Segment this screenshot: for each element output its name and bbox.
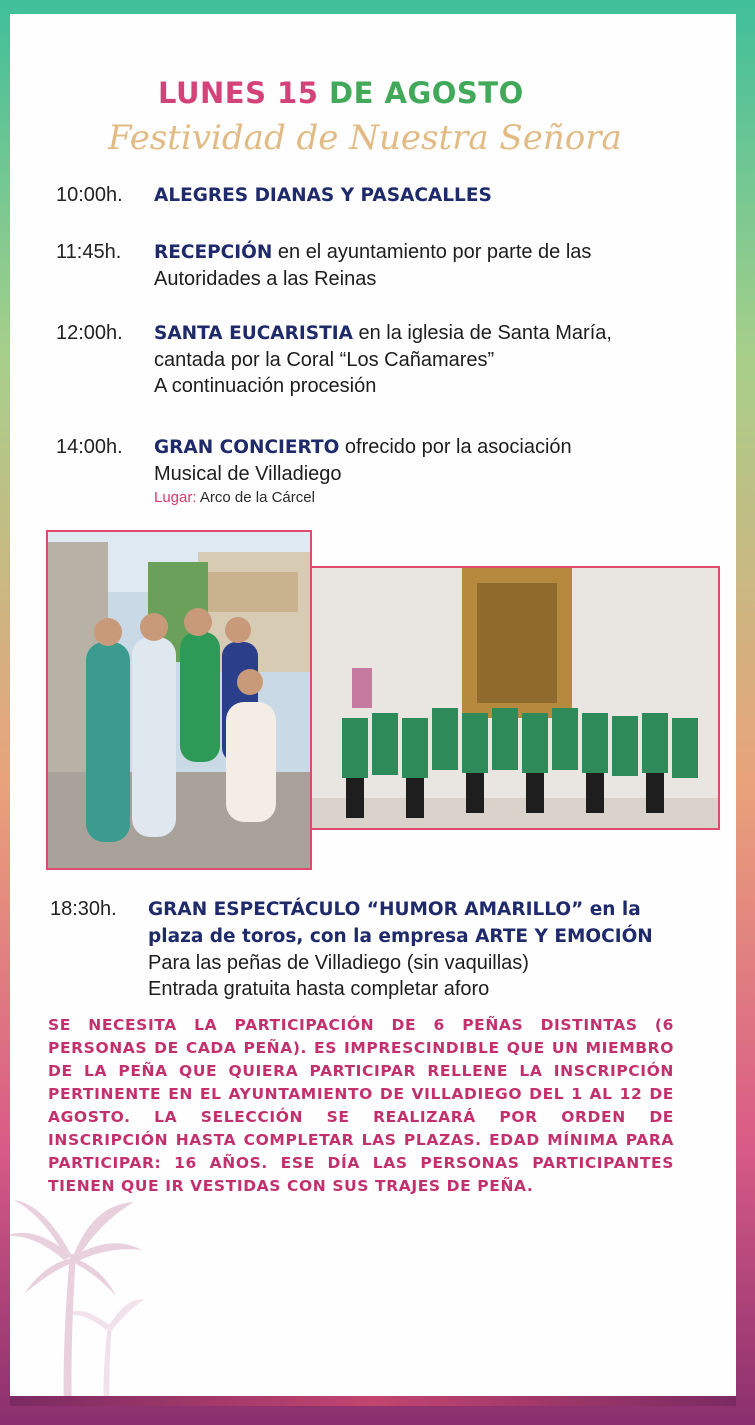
event-body xyxy=(154,239,714,292)
palm-tree-illustration xyxy=(10,1164,144,1406)
page-subtitle: Festividad de Nuestra Señora xyxy=(108,118,622,158)
event-time: 14:00h. xyxy=(56,436,123,458)
event-line: Para las peñas de Villadiego (sin vaquillas) xyxy=(148,952,529,974)
event-highlight: GRAN CONCIERTO xyxy=(154,437,340,458)
program-page xyxy=(10,14,736,1406)
event-highlight: GRAN ESPECTÁCULO “HUMOR AMARILLO” en la xyxy=(148,899,641,920)
event-line: Musical de Villadiego xyxy=(154,463,342,485)
page-title xyxy=(158,76,524,110)
event-text: en la iglesia de Santa María, xyxy=(352,322,612,344)
photo-band xyxy=(310,566,720,830)
bottom-band xyxy=(10,1396,736,1406)
event-line: cantada por la Coral “Los Cañamares” xyxy=(154,349,495,371)
event-time: 10:00h. xyxy=(56,184,123,206)
event-line: Entrada gratuita hasta completar aforo xyxy=(148,978,490,1000)
event-body xyxy=(154,320,714,399)
event-text: ofrecido por la asociación xyxy=(339,436,572,458)
event-body xyxy=(154,434,714,509)
photo-queens xyxy=(46,530,312,870)
location-label: Lugar: xyxy=(154,489,197,506)
event-text: en el ayuntamiento por parte de las xyxy=(272,241,592,263)
event-line: Autoridades a las Reinas xyxy=(154,268,377,290)
event-highlight: RECEPCIÓN xyxy=(154,242,273,263)
event-time: 11:45h. xyxy=(56,241,122,263)
event-line: A continuación procesión xyxy=(154,375,377,397)
location-value: Arco de la Cárcel xyxy=(196,489,315,506)
event-body xyxy=(154,182,714,209)
event-highlight: SANTA EUCARISTIA xyxy=(154,323,353,344)
event-highlight-2: plaza de toros, con la empresa ARTE Y EMOCIÓN xyxy=(148,926,653,947)
event-location xyxy=(154,487,714,509)
title-day: LUNES 15 xyxy=(158,76,319,110)
title-month: DE AGOSTO xyxy=(329,76,524,110)
event-body xyxy=(148,896,708,1002)
participation-notice: SE NECESITA LA PARTICIPACIÓN DE 6 PEÑAS DISTINTAS (6 PERSONAS DE CADA PEÑA). ES IMPRESCINDIBLE QUE UN MIEMBRO DE LA PEÑA QUE QUIERA PARTICIPAR RELLENE LA INSCRIPCIÓN PERTINENTE EN EL AYUNTAMIENTO DE VILLADIEGO DEL 1 AL 12 DE AGOSTO. LA SELECCIÓN SE REALIZARÁ POR ORDEN DE INSCRIPCIÓN HASTA COMPLETAR LAS PLAZAS. EDAD MÍNIMA PARA PARTICIPAR: 16 AÑOS. ESE DÍA LAS PERSONAS PARTICIPANTES TIENEN QUE IR VESTIDAS CON SUS TRAJES DE PEÑA. xyxy=(48,1016,674,1195)
event-time: 12:00h. xyxy=(56,322,123,344)
event-highlight: ALEGRES DIANAS Y PASACALLES xyxy=(154,185,492,206)
event-time: 18:30h. xyxy=(50,898,117,920)
